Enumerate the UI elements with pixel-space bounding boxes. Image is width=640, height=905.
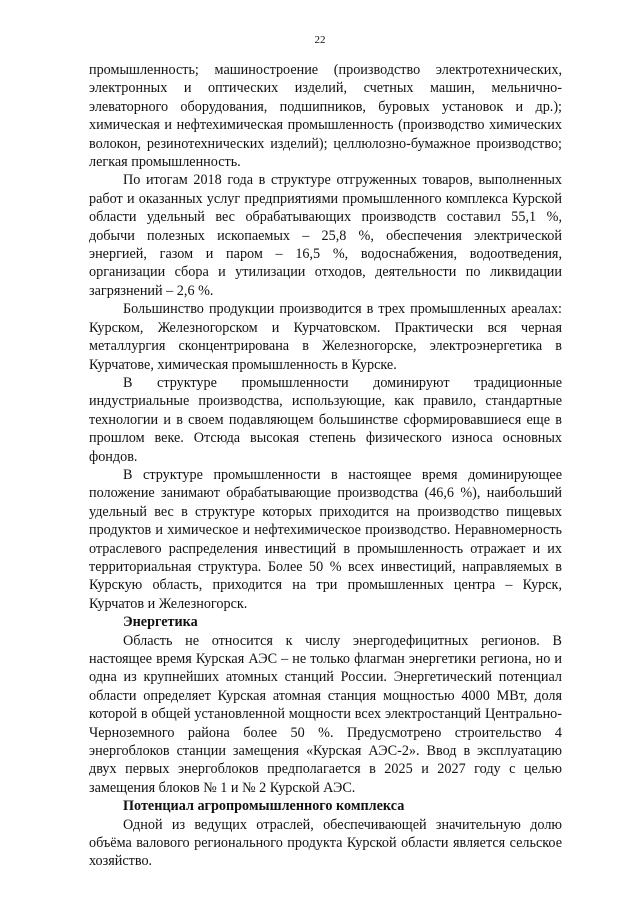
heading-energy: Энергетика <box>123 614 198 631</box>
document-body <box>89 61 562 871</box>
paragraph-2018-results: По итогам 2018 года в структуре отгруженных товаров, выполненных работ и оказанных услуг предприятиями промышленного комплекса Курской области удельный вес обрабатывающих производств составил 55,1 %, добычи полезных ископаемых – 25,8 %, обеспечения электрической энергией, газом и паром – 16,5 %, водоснабжения, водоотведения, организации сбора и утилизации отходов, деятельности по ликвидации загрязнений – 2,6 %. <box>89 172 562 299</box>
paragraph-traditional-industries: В структуре промышленности доминируют традиционные индустриальные производства, использующие, как правило, стандартные технологии и в своем подавляющем большинстве сформировавшиеся еще в прошлом веке. Отсюда высокая степень физического износа основных фондов. <box>89 374 562 465</box>
paragraph-agro: Одной из ведущих отраслей, обеспечивающей значительную долю объёма валового регионального продукта Курской области является сельское хозяйство. <box>89 816 562 870</box>
page-number: 22 <box>314 34 326 46</box>
paragraph-energy: Область не относится к числу энергодефицитных регионов. В настоящее время Курская АЭС – не только флагман энергетики региона, но и одна из крупнейших атомных станций России. Энергетический потенциал области определяет Курская атомная станция мощностью 4000 МВт, доля которой в общей установленной мощности всех электростанций Центрально-Черноземного района более 50 %. Предусмотрено строительство 4 энергоблоков станции замещения «Курская АЭС-2». Ввод в эксплуатацию двух первых энергоблоков предполагается в 2025 и 2027 году с целью замещения блоков № 1 и № 2 Курской АЭС. <box>89 632 562 796</box>
paragraph-manufacturing-share: В структуре промышленности в настоящее время доминирующее положение занимают обрабатывающие производства (46,6 %), наибольший удельный вес в структуре которых приходится на производство пищевых продуктов и химическое и нефтехимическое производство. Неравномерность отраслевого распределения инвестиций в промышленность отражает и их территориальная структура. Более 50 % всех инвестиций, направляемых в Курскую область, приходится на три промышленных центра – Курск, Курчатов и Железногорск. <box>89 466 562 612</box>
paragraph-industrial-areas: Большинство продукции производится в трех промышленных ареалах: Курском, Железногорском и Курчатовском. Практически вся черная металлургия сконцентрирована в Железногорске, электроэнергетика в Курчатове, химическая промышленность в Курске. <box>89 301 562 373</box>
paragraph-industry-continued: промышленность; машиностроение (производство электротехнических, электронных и оптических изделий, счетных машин, мельнично-элеваторного оборудования, подшипников, буровых установок и др.); химическая и нефтехимическая промышленность (производство химических волокон, резинотехнических изделий); целлюлозно-бумажное производство; легкая промышленность. <box>89 62 562 171</box>
heading-agro: Потенциал агропромышленного комплекса <box>123 798 405 815</box>
